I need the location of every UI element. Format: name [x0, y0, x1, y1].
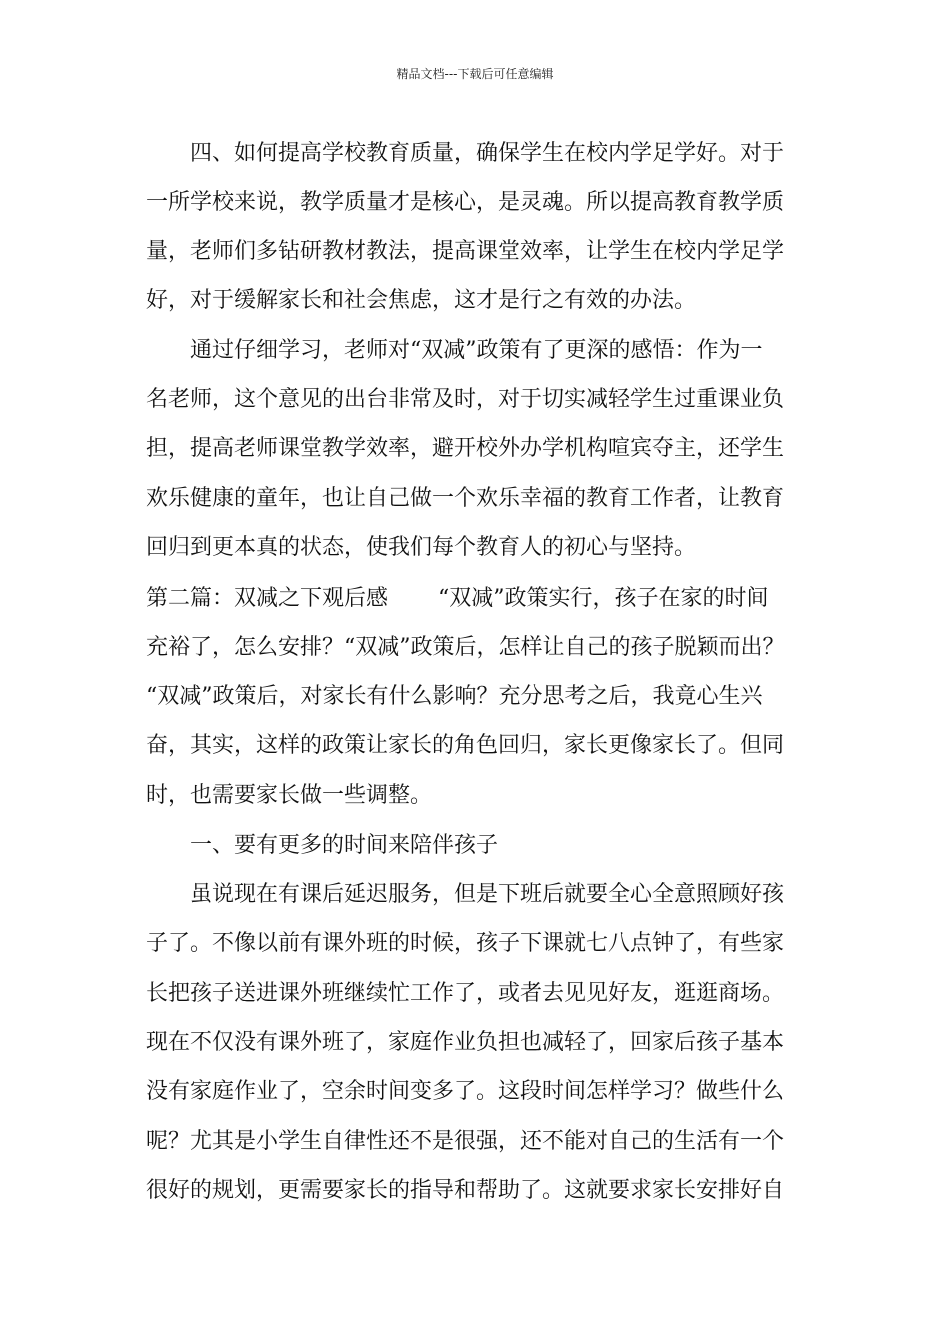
paragraph-line: 担，提高老师课堂教学效率，避开校外办学机构喧宾夺主，还学生	[146, 436, 785, 461]
paragraph-line: 现在不仅没有课外班了，家庭作业负担也减轻了，回家后孩子基本	[146, 1030, 785, 1055]
page-header: 精品文档---下载后可任意编辑	[396, 67, 554, 81]
paragraph-line: 子了。不像以前有课外班的时候，孩子下课就七八点钟了，有些家	[146, 931, 785, 956]
paragraph-line: 很好的规划，更需要家长的指导和帮助了。这就要求家长安排好自	[146, 1178, 785, 1203]
paragraph-line: 欢乐健康的童年，也让自己做一个欢乐幸福的教育工作者，让教育	[146, 486, 785, 511]
section-continuation: “双减”政策实行，孩子在家的时间	[438, 586, 769, 611]
paragraph-line: “双减”政策后，对家长有什么影响？充分思考之后，我竟心生兴	[146, 684, 763, 709]
paragraph-line: 回归到更本真的状态，使我们每个教育人的初心与坚持。	[146, 535, 697, 560]
paragraph-line: 虽说现在有课后延迟服务，但是下班后就要全心全意照顾好孩	[190, 882, 785, 907]
section-title: 第二篇：双减之下观后感	[146, 586, 389, 611]
paragraph-line: 呢？尤其是小学生自律性还不是很强，还不能对自己的生活有一个	[146, 1129, 785, 1154]
paragraph-line: 没有家庭作业了，空余时间变多了。这段时间怎样学习？做些什么	[146, 1079, 785, 1104]
paragraph-line: 量，老师们多钻研教材教法，提高课堂效率，让学生在校内学足学	[146, 239, 785, 264]
paragraph-line: 四、如何提高学校教育质量，确保学生在校内学足学好。对于	[190, 141, 785, 166]
paragraph-line: 长把孩子送进课外班继续忙工作了，或者去见见好友，逛逛商场。	[146, 981, 785, 1006]
paragraph-line: 充裕了，怎么安排？“双减”政策后，怎样让自己的孩子脱颖而出？	[146, 635, 785, 660]
paragraph-line: 奋，其实，这样的政策让家长的角色回归，家长更像家长了。但同	[146, 733, 785, 758]
paragraph-line: 时，也需要家长做一些调整。	[146, 783, 433, 808]
paragraph-line: 名老师，这个意见的出台非常及时，对于切实减轻学生过重课业负	[146, 387, 785, 412]
paragraph-line: 一所学校来说，教学质量才是核心，是灵魂。所以提高教育教学质	[146, 190, 785, 215]
paragraph-line: 通过仔细学习，老师对“双减”政策有了更深的感悟：作为一	[190, 338, 763, 363]
subheading: 一、要有更多的时间来陪伴孩子	[190, 833, 499, 858]
section-heading-line	[146, 584, 836, 614]
paragraph-line: 好，对于缓解家长和社会焦虑，这才是行之有效的办法。	[146, 288, 697, 313]
